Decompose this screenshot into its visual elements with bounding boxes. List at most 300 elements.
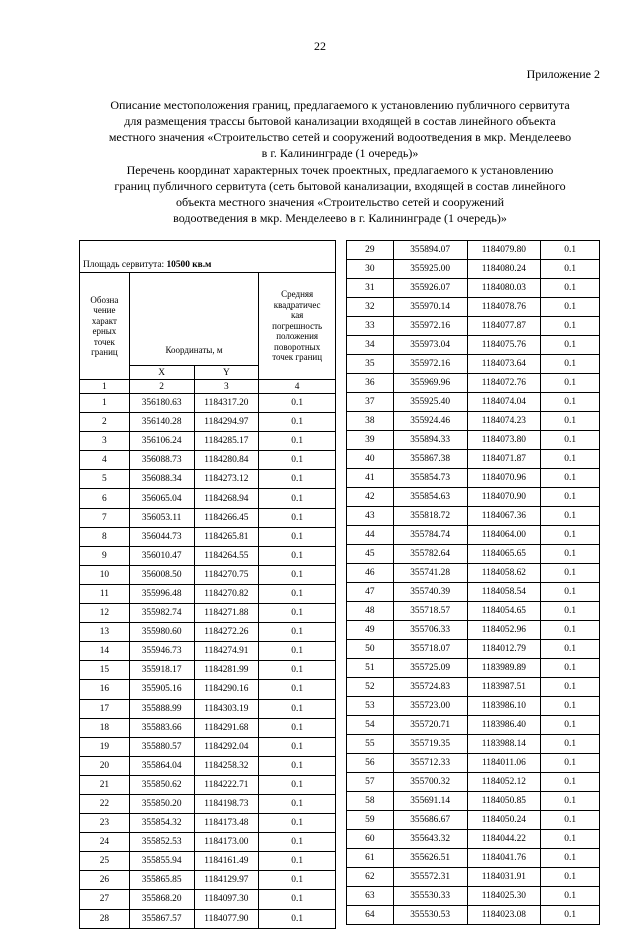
table-row bbox=[347, 697, 600, 716]
coord-x: 355883.66 bbox=[129, 718, 194, 737]
coord-x: 355918.17 bbox=[129, 661, 194, 680]
coord-x: 355865.85 bbox=[129, 871, 194, 890]
area-value: 10500 кв.м bbox=[166, 260, 212, 270]
coord-y: 1184173.00 bbox=[194, 833, 259, 852]
header-line: положения bbox=[276, 331, 319, 342]
point-number: 21 bbox=[80, 775, 130, 794]
area-cell bbox=[80, 241, 336, 273]
error-value: 0.1 bbox=[259, 871, 336, 890]
title-line: местного значения «Строительство сетей и сооружений водоотведения в мкр. Менделеево bbox=[108, 130, 572, 144]
coords-header: Координаты, м bbox=[129, 273, 259, 366]
title-line: в г. Калининграде (1 очередь)» bbox=[261, 146, 419, 160]
coord-x: 355712.33 bbox=[393, 754, 467, 773]
table-row bbox=[347, 469, 600, 488]
table-row bbox=[80, 852, 336, 871]
error-value: 0.1 bbox=[541, 583, 600, 602]
table-row bbox=[80, 546, 336, 565]
table-row bbox=[80, 451, 336, 470]
coord-x: 355854.32 bbox=[129, 814, 194, 833]
point-number: 2 bbox=[80, 413, 130, 432]
table-row bbox=[347, 298, 600, 317]
header-line: квадратичес bbox=[273, 299, 321, 310]
coord-x: 355718.57 bbox=[393, 602, 467, 621]
point-number: 17 bbox=[80, 699, 130, 718]
table-row bbox=[80, 508, 336, 527]
coord-y: 1184065.65 bbox=[467, 545, 541, 564]
subtitle-line: границ публичного сервитута (сеть бытовой канализации, входящей в состав линейного bbox=[114, 179, 566, 193]
point-number: 55 bbox=[347, 735, 394, 754]
coord-y: 1184079.80 bbox=[467, 241, 541, 260]
point-number: 32 bbox=[347, 298, 394, 317]
coord-y: 1184023.08 bbox=[467, 906, 541, 925]
coord-x: 355530.33 bbox=[393, 887, 467, 906]
table-row bbox=[347, 792, 600, 811]
table-row bbox=[347, 621, 600, 640]
point-number: 12 bbox=[80, 604, 130, 623]
table-row bbox=[347, 412, 600, 431]
coord-x: 355850.20 bbox=[129, 794, 194, 813]
x-header: X bbox=[129, 366, 194, 380]
coord-x: 355868.20 bbox=[129, 890, 194, 909]
table-row bbox=[80, 833, 336, 852]
coord-y: 1184161.49 bbox=[194, 852, 259, 871]
point-number: 14 bbox=[80, 642, 130, 661]
point-number: 27 bbox=[80, 890, 130, 909]
error-value: 0.1 bbox=[541, 469, 600, 488]
table-row bbox=[347, 754, 600, 773]
coord-x: 355725.09 bbox=[393, 659, 467, 678]
point-number: 34 bbox=[347, 336, 394, 355]
table-row bbox=[80, 394, 336, 413]
error-value: 0.1 bbox=[259, 432, 336, 451]
table-row bbox=[347, 716, 600, 735]
coord-x: 356008.50 bbox=[129, 565, 194, 584]
error-value: 0.1 bbox=[541, 317, 600, 336]
subtitle-line: объекта местного значения «Строительство сетей и сооружений bbox=[175, 195, 505, 209]
error-value: 0.1 bbox=[259, 413, 336, 432]
table-row bbox=[80, 565, 336, 584]
coord-y: 1184031.91 bbox=[467, 868, 541, 887]
error-value: 0.1 bbox=[541, 735, 600, 754]
point-number: 30 bbox=[347, 260, 394, 279]
point-number: 39 bbox=[347, 431, 394, 450]
coord-y: 1184054.65 bbox=[467, 602, 541, 621]
coord-y: 1184317.20 bbox=[194, 394, 259, 413]
coord-y: 1183988.14 bbox=[467, 735, 541, 754]
point-number: 8 bbox=[80, 527, 130, 546]
point-number: 33 bbox=[347, 317, 394, 336]
error-value: 0.1 bbox=[541, 526, 600, 545]
error-value: 0.1 bbox=[541, 887, 600, 906]
point-number: 6 bbox=[80, 489, 130, 508]
point-number: 22 bbox=[80, 794, 130, 813]
error-value: 0.1 bbox=[541, 564, 600, 583]
point-number: 3 bbox=[80, 432, 130, 451]
coord-x: 355925.40 bbox=[393, 393, 467, 412]
coord-y: 1184067.36 bbox=[467, 507, 541, 526]
point-number: 44 bbox=[347, 526, 394, 545]
error-value: 0.1 bbox=[259, 737, 336, 756]
error-value: 0.1 bbox=[541, 716, 600, 735]
coord-y: 1184075.76 bbox=[467, 336, 541, 355]
table-row bbox=[347, 260, 600, 279]
point-number: 45 bbox=[347, 545, 394, 564]
table-row bbox=[347, 507, 600, 526]
table-row bbox=[347, 678, 600, 697]
error-value: 0.1 bbox=[259, 756, 336, 775]
table-row bbox=[347, 393, 600, 412]
coord-y: 1184258.32 bbox=[194, 756, 259, 775]
error-value: 0.1 bbox=[259, 909, 336, 928]
coord-y: 1184050.24 bbox=[467, 811, 541, 830]
table-row bbox=[80, 890, 336, 909]
table-row bbox=[347, 374, 600, 393]
coord-y: 1184012.79 bbox=[467, 640, 541, 659]
point-number: 19 bbox=[80, 737, 130, 756]
error-value: 0.1 bbox=[259, 584, 336, 603]
error-value: 0.1 bbox=[259, 489, 336, 508]
point-number: 7 bbox=[80, 508, 130, 527]
coord-x: 356044.73 bbox=[129, 527, 194, 546]
page-number: 22 bbox=[314, 39, 326, 53]
col-number: 1 bbox=[80, 380, 130, 394]
coord-x: 356088.73 bbox=[129, 451, 194, 470]
coord-y: 1184011.06 bbox=[467, 754, 541, 773]
point-number: 20 bbox=[80, 756, 130, 775]
point-number: 63 bbox=[347, 887, 394, 906]
error-value: 0.1 bbox=[541, 507, 600, 526]
coord-y: 1184052.12 bbox=[467, 773, 541, 792]
error-value: 0.1 bbox=[259, 623, 336, 642]
coord-x: 355894.33 bbox=[393, 431, 467, 450]
error-value: 0.1 bbox=[541, 659, 600, 678]
coordinates-table-left bbox=[79, 240, 336, 929]
coord-y: 1184058.62 bbox=[467, 564, 541, 583]
area-label: Площадь сервитута: bbox=[83, 260, 167, 270]
point-number: 59 bbox=[347, 811, 394, 830]
coord-x: 355926.07 bbox=[393, 279, 467, 298]
point-number: 26 bbox=[80, 871, 130, 890]
point-number: 43 bbox=[347, 507, 394, 526]
header-line: Средняя bbox=[281, 289, 314, 300]
coord-x: 355700.32 bbox=[393, 773, 467, 792]
error-value: 0.1 bbox=[541, 868, 600, 887]
coord-x: 355970.14 bbox=[393, 298, 467, 317]
coord-y: 1184025.30 bbox=[467, 887, 541, 906]
table-row bbox=[347, 887, 600, 906]
point-number: 25 bbox=[80, 852, 130, 871]
error-value: 0.1 bbox=[259, 718, 336, 737]
point-number: 62 bbox=[347, 868, 394, 887]
coord-x: 355867.38 bbox=[393, 450, 467, 469]
coord-y: 1184071.87 bbox=[467, 450, 541, 469]
point-number: 54 bbox=[347, 716, 394, 735]
table-row bbox=[80, 604, 336, 623]
table-row bbox=[80, 737, 336, 756]
error-value: 0.1 bbox=[259, 852, 336, 871]
error-value: 0.1 bbox=[541, 241, 600, 260]
point-number: 60 bbox=[347, 830, 394, 849]
point-number: 40 bbox=[347, 450, 394, 469]
point-number: 38 bbox=[347, 412, 394, 431]
point-number: 5 bbox=[80, 470, 130, 489]
coord-x: 355996.48 bbox=[129, 584, 194, 603]
coord-x: 355894.07 bbox=[393, 241, 467, 260]
coord-x: 356180.63 bbox=[129, 394, 194, 413]
error-value: 0.1 bbox=[259, 794, 336, 813]
point-number: 35 bbox=[347, 355, 394, 374]
coord-x: 355925.00 bbox=[393, 260, 467, 279]
header-line: Обозна bbox=[90, 294, 119, 305]
point-number: 46 bbox=[347, 564, 394, 583]
document-subtitle bbox=[80, 162, 600, 226]
coord-x: 355724.83 bbox=[393, 678, 467, 697]
coord-y: 1184291.68 bbox=[194, 718, 259, 737]
error-value: 0.1 bbox=[259, 565, 336, 584]
coord-x: 356140.28 bbox=[129, 413, 194, 432]
coord-y: 1184272.26 bbox=[194, 623, 259, 642]
point-number: 16 bbox=[80, 680, 130, 699]
coord-y: 1184281.99 bbox=[194, 661, 259, 680]
table-row bbox=[80, 413, 336, 432]
error-value: 0.1 bbox=[541, 602, 600, 621]
coord-x: 356106.24 bbox=[129, 432, 194, 451]
col-number: 4 bbox=[259, 380, 336, 394]
header-line: поворотных bbox=[274, 341, 321, 352]
point-number: 49 bbox=[347, 621, 394, 640]
coord-x: 356053.11 bbox=[129, 508, 194, 527]
table-row bbox=[347, 545, 600, 564]
error-value: 0.1 bbox=[541, 773, 600, 792]
coord-x: 355972.16 bbox=[393, 317, 467, 336]
header-line: погрешность bbox=[272, 320, 323, 331]
coord-x: 355972.16 bbox=[393, 355, 467, 374]
table-row bbox=[347, 564, 600, 583]
coord-x: 355854.63 bbox=[393, 488, 467, 507]
error-value: 0.1 bbox=[541, 450, 600, 469]
error-value: 0.1 bbox=[259, 604, 336, 623]
table-row bbox=[80, 909, 336, 928]
table-row bbox=[347, 830, 600, 849]
coord-y: 1184072.76 bbox=[467, 374, 541, 393]
point-number: 53 bbox=[347, 697, 394, 716]
coord-x: 355718.07 bbox=[393, 640, 467, 659]
header-line: кая bbox=[290, 310, 304, 321]
coord-x: 355719.35 bbox=[393, 735, 467, 754]
point-number: 15 bbox=[80, 661, 130, 680]
table-row bbox=[347, 906, 600, 925]
coord-y: 1184074.04 bbox=[467, 393, 541, 412]
error-value: 0.1 bbox=[541, 393, 600, 412]
coord-x: 355946.73 bbox=[129, 642, 194, 661]
point-number: 56 bbox=[347, 754, 394, 773]
point-number: 1 bbox=[80, 394, 130, 413]
point-number: 29 bbox=[347, 241, 394, 260]
table-row bbox=[347, 450, 600, 469]
coord-x: 355686.67 bbox=[393, 811, 467, 830]
error-value: 0.1 bbox=[259, 775, 336, 794]
coord-x: 355852.53 bbox=[129, 833, 194, 852]
coord-y: 1184294.97 bbox=[194, 413, 259, 432]
coord-y: 1184052.96 bbox=[467, 621, 541, 640]
coord-y: 1184292.04 bbox=[194, 737, 259, 756]
table-row bbox=[347, 279, 600, 298]
error-value: 0.1 bbox=[541, 279, 600, 298]
point-number: 42 bbox=[347, 488, 394, 507]
coord-y: 1184271.88 bbox=[194, 604, 259, 623]
table-row bbox=[80, 432, 336, 451]
coord-y: 1184050.85 bbox=[467, 792, 541, 811]
error-value: 0.1 bbox=[259, 680, 336, 699]
error-value: 0.1 bbox=[541, 697, 600, 716]
coord-y: 1183986.40 bbox=[467, 716, 541, 735]
coord-y: 1184303.19 bbox=[194, 699, 259, 718]
coord-y: 1184273.12 bbox=[194, 470, 259, 489]
point-number: 61 bbox=[347, 849, 394, 868]
coord-y: 1184070.96 bbox=[467, 469, 541, 488]
coord-y: 1183986.10 bbox=[467, 697, 541, 716]
coord-x: 355880.57 bbox=[129, 737, 194, 756]
table-row bbox=[347, 640, 600, 659]
table-row bbox=[80, 642, 336, 661]
coord-x: 355888.99 bbox=[129, 699, 194, 718]
error-value: 0.1 bbox=[541, 355, 600, 374]
error-value: 0.1 bbox=[259, 508, 336, 527]
coord-y: 1184290.16 bbox=[194, 680, 259, 699]
coord-x: 355572.31 bbox=[393, 868, 467, 887]
table-row bbox=[80, 680, 336, 699]
error-value: 0.1 bbox=[541, 849, 600, 868]
coord-y: 1184078.76 bbox=[467, 298, 541, 317]
error-value: 0.1 bbox=[541, 488, 600, 507]
coord-x: 355864.04 bbox=[129, 756, 194, 775]
coord-x: 355723.00 bbox=[393, 697, 467, 716]
table-row bbox=[80, 470, 336, 489]
table-row bbox=[80, 489, 336, 508]
coord-y: 1184270.82 bbox=[194, 584, 259, 603]
coord-y: 1184073.80 bbox=[467, 431, 541, 450]
point-number: 47 bbox=[347, 583, 394, 602]
table-row bbox=[80, 584, 336, 603]
error-value: 0.1 bbox=[541, 830, 600, 849]
error-header bbox=[259, 273, 336, 380]
coord-x: 355530.53 bbox=[393, 906, 467, 925]
coord-y: 1184280.84 bbox=[194, 451, 259, 470]
coord-x: 355867.57 bbox=[129, 909, 194, 928]
error-value: 0.1 bbox=[259, 661, 336, 680]
coord-y: 1184129.97 bbox=[194, 871, 259, 890]
point-number: 52 bbox=[347, 678, 394, 697]
coordinates-table-right bbox=[346, 240, 600, 925]
table-row bbox=[347, 241, 600, 260]
table-row bbox=[347, 355, 600, 374]
appendix-label: Приложение 2 bbox=[526, 67, 600, 81]
coord-y: 1183989.89 bbox=[467, 659, 541, 678]
point-number: 31 bbox=[347, 279, 394, 298]
header-line: точек bbox=[93, 336, 115, 347]
coord-y: 1184264.55 bbox=[194, 546, 259, 565]
coord-x: 355782.64 bbox=[393, 545, 467, 564]
table-row bbox=[347, 602, 600, 621]
coord-y: 1184044.22 bbox=[467, 830, 541, 849]
table-row bbox=[347, 336, 600, 355]
error-value: 0.1 bbox=[541, 906, 600, 925]
error-value: 0.1 bbox=[541, 374, 600, 393]
title-line: Описание местоположения границ, предлагаемого к установлению публичного сервитута bbox=[110, 98, 570, 112]
point-number: 50 bbox=[347, 640, 394, 659]
table-row bbox=[347, 526, 600, 545]
coord-y: 1184074.23 bbox=[467, 412, 541, 431]
error-value: 0.1 bbox=[541, 298, 600, 317]
table-row bbox=[347, 849, 600, 868]
point-number: 10 bbox=[80, 565, 130, 584]
table-row bbox=[80, 814, 336, 833]
error-value: 0.1 bbox=[541, 545, 600, 564]
table-row bbox=[80, 718, 336, 737]
coord-y: 1184266.45 bbox=[194, 508, 259, 527]
coord-y: 1184080.24 bbox=[467, 260, 541, 279]
error-value: 0.1 bbox=[541, 792, 600, 811]
error-value: 0.1 bbox=[259, 394, 336, 413]
point-header bbox=[80, 273, 130, 380]
table-row bbox=[347, 773, 600, 792]
table-row bbox=[80, 699, 336, 718]
table-row bbox=[347, 868, 600, 887]
coord-y: 1184285.17 bbox=[194, 432, 259, 451]
coord-x: 356010.47 bbox=[129, 546, 194, 565]
coord-y: 1184058.54 bbox=[467, 583, 541, 602]
error-value: 0.1 bbox=[259, 642, 336, 661]
coord-x: 355982.74 bbox=[129, 604, 194, 623]
coord-x: 355691.14 bbox=[393, 792, 467, 811]
coord-y: 1184080.03 bbox=[467, 279, 541, 298]
col-number: 2 bbox=[129, 380, 194, 394]
table-row bbox=[347, 659, 600, 678]
table-row bbox=[80, 756, 336, 775]
table-row bbox=[80, 871, 336, 890]
point-number: 51 bbox=[347, 659, 394, 678]
table-row bbox=[80, 661, 336, 680]
table-row bbox=[347, 431, 600, 450]
point-number: 64 bbox=[347, 906, 394, 925]
table-row bbox=[347, 811, 600, 830]
header-line: характ bbox=[91, 315, 117, 326]
point-number: 18 bbox=[80, 718, 130, 737]
error-value: 0.1 bbox=[259, 546, 336, 565]
coord-x: 355741.28 bbox=[393, 564, 467, 583]
coord-x: 355706.33 bbox=[393, 621, 467, 640]
point-number: 57 bbox=[347, 773, 394, 792]
error-value: 0.1 bbox=[541, 336, 600, 355]
coord-y: 1184073.64 bbox=[467, 355, 541, 374]
point-number: 4 bbox=[80, 451, 130, 470]
error-value: 0.1 bbox=[259, 814, 336, 833]
point-number: 37 bbox=[347, 393, 394, 412]
table-row bbox=[347, 583, 600, 602]
error-value: 0.1 bbox=[259, 527, 336, 546]
error-value: 0.1 bbox=[259, 833, 336, 852]
table-row bbox=[347, 317, 600, 336]
coord-x: 356088.34 bbox=[129, 470, 194, 489]
coord-x: 355626.51 bbox=[393, 849, 467, 868]
coord-y: 1184274.91 bbox=[194, 642, 259, 661]
y-header: Y bbox=[194, 366, 259, 380]
coord-y: 1184097.30 bbox=[194, 890, 259, 909]
coord-x: 355784.74 bbox=[393, 526, 467, 545]
table-row bbox=[80, 527, 336, 546]
table-row bbox=[80, 623, 336, 642]
error-value: 0.1 bbox=[541, 678, 600, 697]
